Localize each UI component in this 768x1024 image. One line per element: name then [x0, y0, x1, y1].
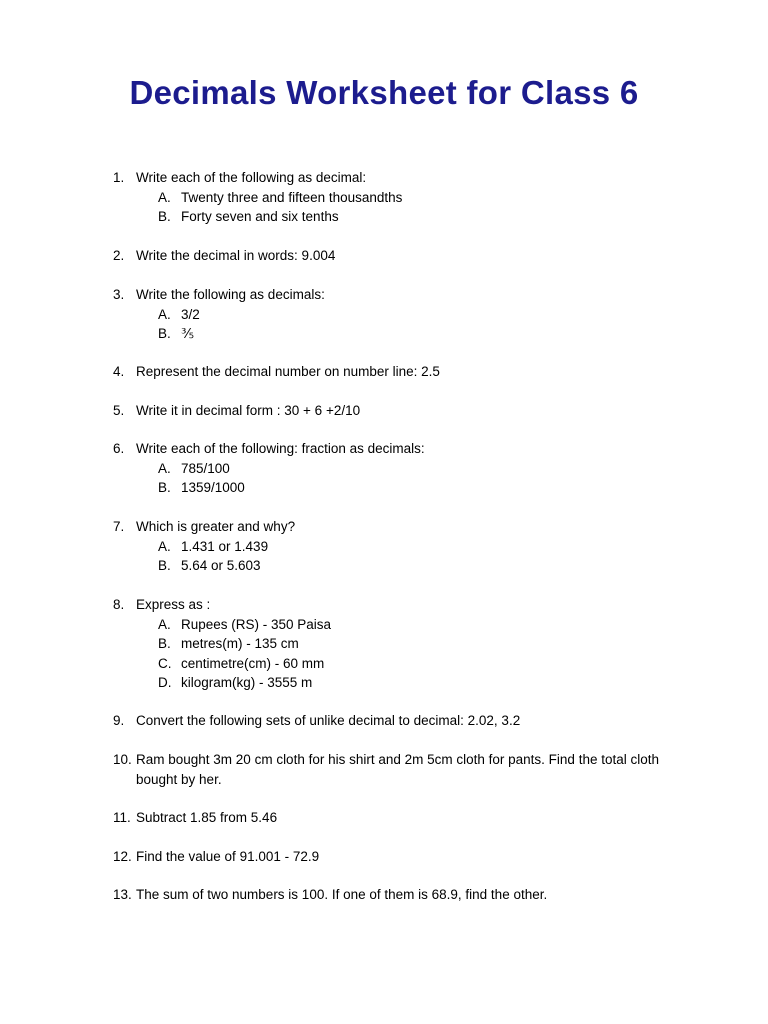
sub-item-text: Twenty three and fifteen thousandths [181, 189, 403, 205]
sub-item [158, 615, 693, 635]
question-text: Subtract 1.85 from 5.46 [136, 810, 278, 825]
worksheet-title: Decimals Worksheet for Class 6 [129, 74, 639, 111]
sub-item [158, 537, 693, 557]
sub-item [158, 305, 693, 325]
question-number: 13. [113, 887, 132, 902]
question-1 [113, 168, 693, 227]
sub-item [158, 634, 693, 654]
question-number: 7. [113, 519, 125, 534]
sub-item-text: Forty seven and six tenths [181, 209, 339, 224]
question-number: 2. [113, 248, 125, 263]
sub-item-text: Rupees (RS) - 350 Paisa [181, 616, 332, 632]
question-text: Write each of the following as decimal: [136, 170, 367, 185]
sub-item-letter: A. [158, 616, 171, 632]
question-number: 11. [113, 810, 131, 825]
question-number: 9. [113, 713, 125, 728]
question-number: 10. [113, 752, 132, 767]
question-13 [113, 885, 693, 905]
sub-item [158, 556, 693, 576]
sub-item-text: 3/2 [181, 306, 200, 322]
sub-item-text: 1359/1000 [181, 480, 245, 495]
question-text: The sum of two numbers is 100. If one of them is 68.9, find the other. [136, 887, 548, 902]
question-text: Ram bought 3m 20 cm cloth for his shirt and 2m 5cm cloth for pants. Find the total cloth bought by her. [136, 752, 659, 787]
question-5 [113, 401, 693, 421]
question-text: Express as : [136, 597, 211, 612]
sub-item [158, 188, 693, 208]
sub-item [158, 324, 693, 344]
question-text: Write the following as decimals: [136, 287, 325, 302]
question-text: Find the value of 91.001 - 72.9 [136, 849, 320, 864]
sub-item-text: centimetre(cm) - 60 mm [181, 655, 325, 671]
sub-item-text: metres(m) - 135 cm [181, 636, 299, 651]
question-number: 12. [113, 849, 132, 864]
question-text: Represent the decimal number on number line: 2.5 [136, 364, 440, 379]
question-3 [113, 285, 693, 344]
sub-item-text: kilogram(kg) - 3555 m [181, 675, 313, 690]
question-text: Write each of the following: fraction as decimals: [136, 441, 425, 456]
question-6 [113, 439, 693, 498]
sub-item-letter: B. [158, 480, 171, 495]
sub-item-letter: B. [158, 636, 171, 651]
question-4 [113, 362, 693, 382]
sub-item-letter: A. [158, 189, 171, 205]
sub-item [158, 673, 693, 693]
question-number: 6. [113, 441, 125, 456]
question-11 [113, 808, 693, 828]
question-12 [113, 847, 693, 867]
question-number: 8. [113, 597, 125, 612]
sub-item-letter: C. [158, 655, 172, 671]
sub-item-letter: D. [158, 675, 172, 690]
sub-item [158, 207, 693, 227]
question-text: Write it in decimal form : 30 + 6 +2/10 [136, 403, 361, 418]
sub-item [158, 654, 693, 674]
question-number: 5. [113, 403, 125, 418]
sub-item-letter: A. [158, 460, 171, 476]
question-number: 4. [113, 364, 125, 379]
sub-item-letter: A. [158, 306, 171, 322]
sub-item [158, 478, 693, 498]
question-10 [113, 750, 693, 789]
sub-item [158, 459, 693, 479]
question-7 [113, 517, 693, 576]
question-text: Which is greater and why? [136, 519, 296, 534]
sub-item-text: 5.64 or 5.603 [181, 558, 261, 573]
question-number: 3. [113, 287, 125, 302]
sub-item-letter: B. [158, 558, 171, 573]
sub-item-text: 1.431 or 1.439 [181, 538, 269, 554]
sub-item-letter: B. [158, 209, 171, 224]
question-text: Write the decimal in words: 9.004 [136, 248, 336, 263]
question-9 [113, 711, 693, 731]
question-2 [113, 246, 693, 266]
question-8 [113, 595, 693, 693]
question-text: Convert the following sets of unlike decimal to decimal: 2.02, 3.2 [136, 713, 521, 728]
sub-item-text: 785/100 [181, 460, 230, 476]
sub-item-letter: A. [158, 538, 171, 554]
question-number: 1. [113, 170, 125, 185]
sub-item-text: ⅗ [181, 326, 195, 341]
sub-item-letter: B. [158, 326, 171, 341]
